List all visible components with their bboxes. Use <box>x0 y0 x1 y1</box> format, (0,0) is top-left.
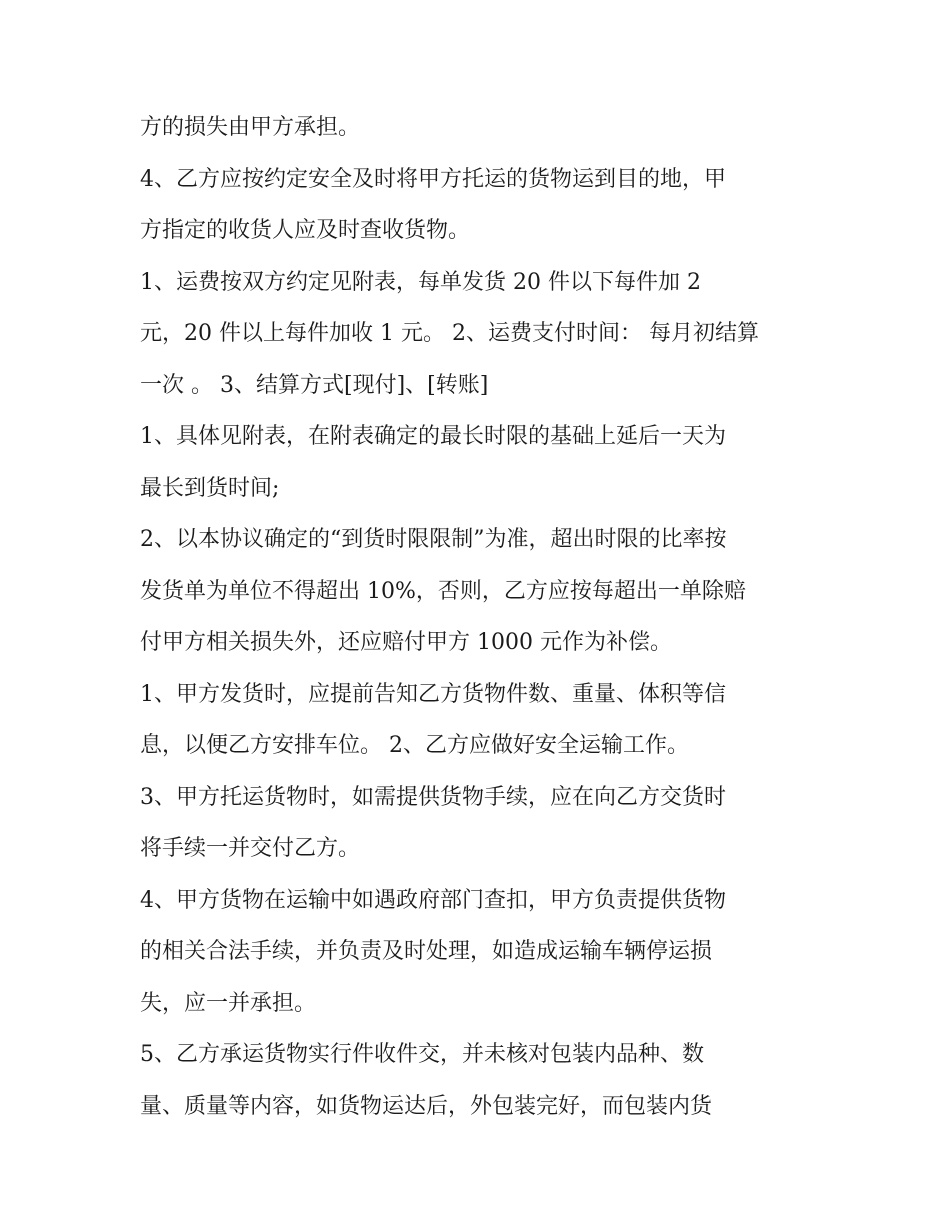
text-line-9: 2、以本协议确定的“到货时限限制”为准，超出时限的比率按 <box>140 527 727 552</box>
text-line-13: 息，以便乙方安排车位。 2、乙方应做好安全运输工作。 <box>140 733 689 758</box>
text-line-14: 3、甲方托运货物时，如需提供货物手续，应在向乙方交货时 <box>140 784 726 810</box>
text-line-15: 将手续一并交付乙方。 <box>140 836 361 861</box>
text-line-20: 量、质量等内容，如货物运达后，外包装完好，而包装内货 <box>140 1093 713 1119</box>
text-line-8: 最长到货时间; <box>140 475 280 501</box>
text-line-19: 5、乙方承运货物实行件收件交，并未核对包装内品种、数 <box>140 1042 704 1067</box>
text-line-17: 的相关合法手续，并负责及时处理，如造成运输车辆停运损 <box>140 939 713 964</box>
text-line-2: 4、乙方应按约定安全及时将甲方托运的货物运到目的地，甲 <box>140 166 726 192</box>
text-line-4: 1、运费按双方约定见附表，每单发货 20 件以下每件加 2 <box>140 269 701 295</box>
document-body <box>140 102 820 1132</box>
text-line-5: 元，20 件以上每件加收 1 元。 2、运费支付时间： 每月初结算 <box>140 321 759 346</box>
text-line-18: 失，应一并承担。 <box>140 990 317 1016</box>
text-line-7: 1、具体见附表，在附表确定的最长时限的基础上延后一天为 <box>140 424 726 449</box>
text-line-12: 1、甲方发货时，应提前告知乙方货物件数、重量、体积等信 <box>140 681 726 707</box>
text-line-16: 4、甲方货物在运输中如遇政府部门查扣，甲方负责提供货物 <box>140 887 726 913</box>
text-line-1: 方的损失由甲方承担。 <box>140 115 361 140</box>
text-line-6: 一次 。 3、结算方式[现付]、[转账] <box>140 372 489 398</box>
text-line-11: 付甲方相关损失外，还应赔付甲方 1000 元作为补偿。 <box>140 630 672 655</box>
text-line-10: 发货单为单位不得超出 10%，否则，乙方应按每超出一单除赔 <box>140 578 746 604</box>
text-line-3: 方指定的收货人应及时查收货物。 <box>140 218 471 243</box>
